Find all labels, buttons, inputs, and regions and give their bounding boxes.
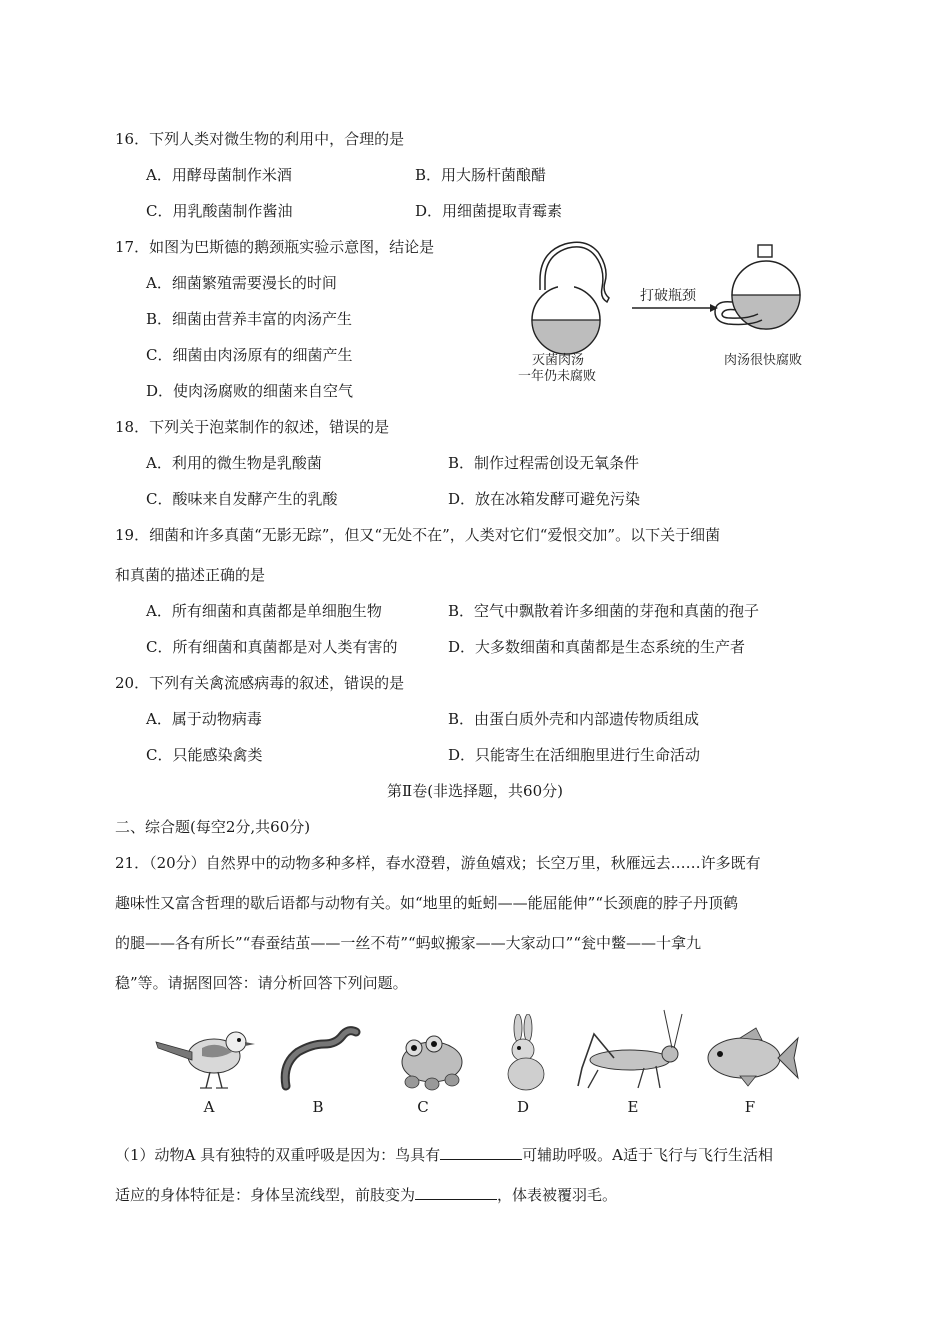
swan-neck-flask-figure — [510, 240, 850, 385]
q19-option-a: A．所有细菌和真菌都是单细胞生物 — [146, 602, 382, 620]
animal-label-d: D — [516, 1098, 530, 1116]
frog-icon — [392, 1032, 470, 1092]
q16-option-b: B．用大肠杆菌酿醋 — [415, 166, 547, 184]
bird-icon — [152, 1022, 264, 1094]
q17-option-a: A．细菌繁殖需要漫长的时间 — [146, 274, 337, 292]
q16-option-d: D．用细菌提取青霉素 — [415, 202, 563, 220]
q20-option-a: A．属于动物病毒 — [146, 710, 262, 728]
left-caption-2: 一年仍未腐败 — [518, 369, 597, 384]
section2-subtitle: 二、综合题(每空2分,共60分) — [115, 818, 311, 836]
q21-sub1-text-3: 适应的身体特征是：身体呈流线型，前肢变为 — [115, 1186, 416, 1204]
q20-option-c: C．只能感染禽类 — [146, 746, 263, 764]
left-flask-icon — [532, 242, 609, 354]
earthworm-icon — [278, 1024, 362, 1094]
q21-line-3: 的腿——各有所长”“春蚕结茧——一丝不苟”“蚂蚁搬家——大家动口”“瓮中鳖——十拿九 — [115, 934, 702, 952]
left-caption-1: 灭菌肉汤 — [532, 353, 585, 368]
q19-option-b: B．空气中飘散着许多细菌的芽孢和真菌的孢子 — [448, 602, 760, 620]
q20-stem: 20．下列有关禽流感病毒的叙述，错误的是 — [115, 674, 405, 692]
q21-line-2: 趣味性又富含哲理的歇后语都与动物有关。如“地里的蚯蚓——能屈能伸”“长颈鹿的脖子丹顶鹤 — [115, 894, 739, 912]
q21-sub1-line-1 — [115, 1144, 773, 1165]
q21-sub1-text-2: 可辅助呼吸。A适于飞行与飞行生活相 — [522, 1146, 773, 1164]
q18-option-c: C．酸味来自发酵产生的乳酸 — [146, 490, 338, 508]
q21-line-1: 21．（20分）自然界中的动物多种多样，春水澄碧，游鱼嬉戏；长空万里，秋雁远去……许多既有 — [115, 854, 761, 872]
q16-option-c: C．用乳酸菌制作酱油 — [146, 202, 293, 220]
grasshopper-icon — [574, 1008, 686, 1094]
animal-label-b: B — [312, 1098, 324, 1116]
animal-label-c: C — [417, 1098, 429, 1116]
q20-option-b: B．由蛋白质外壳和内部遗传物质组成 — [448, 710, 700, 728]
q19-option-c: C．所有细菌和真菌都是对人类有害的 — [146, 638, 398, 656]
section2-title: 第Ⅱ卷(非选择题，共60分) — [387, 782, 563, 800]
q16-stem: 16．下列人类对微生物的利用中，合理的是 — [115, 130, 405, 148]
q19-option-d: D．大多数细菌和真菌都是生态系统的生产者 — [448, 638, 746, 656]
q21-sub1-line-2 — [115, 1184, 617, 1205]
right-caption: 肉汤很快腐败 — [724, 353, 803, 368]
q20-option-d: D．只能寄生在活细胞里进行生命活动 — [448, 746, 701, 764]
rabbit-icon — [496, 1014, 552, 1094]
arrow-label: 打破瓶颈 — [640, 288, 696, 304]
answer-blank-2[interactable] — [415, 1185, 497, 1200]
q21-sub1-text-1: （1）动物A 具有独特的双重呼吸是因为：鸟具有 — [115, 1146, 441, 1164]
animal-label-a: A — [203, 1098, 215, 1116]
animal-label-e: E — [627, 1098, 639, 1116]
q18-option-d: D．放在冰箱发酵可避免污染 — [448, 490, 641, 508]
q18-option-b: B．制作过程需创设无氧条件 — [448, 454, 640, 472]
q17-option-c: C．细菌由肉汤原有的细菌产生 — [146, 346, 353, 364]
q17-option-b: B．细菌由营养丰富的肉汤产生 — [146, 310, 353, 328]
right-flask-icon — [715, 245, 800, 329]
q19-stem-1: 19．细菌和许多真菌“无影无踪”，但又“无处不在”，人类对它们“爱恨交加”。以下关于细菌 — [115, 526, 721, 544]
q21-line-4: 稳”等。请据图回答：请分析回答下列问题。 — [115, 974, 408, 992]
q16-option-a: A．用酵母菌制作米酒 — [146, 166, 292, 184]
q17-stem: 17．如图为巴斯德的鹅颈瓶实验示意图，结论是 — [115, 238, 435, 256]
q19-stem-2: 和真菌的描述正确的是 — [115, 566, 266, 584]
q21-sub1-text-4: ，体表被覆羽毛。 — [497, 1186, 618, 1204]
q18-option-a: A．利用的微生物是乳酸菌 — [146, 454, 322, 472]
q18-stem: 18．下列关于泡菜制作的叙述，错误的是 — [115, 418, 390, 436]
fish-icon — [700, 1026, 800, 1088]
q17-option-d: D．使肉汤腐败的细菌来自空气 — [146, 382, 354, 400]
animal-label-f: F — [744, 1098, 756, 1116]
answer-blank-1[interactable] — [440, 1145, 522, 1160]
